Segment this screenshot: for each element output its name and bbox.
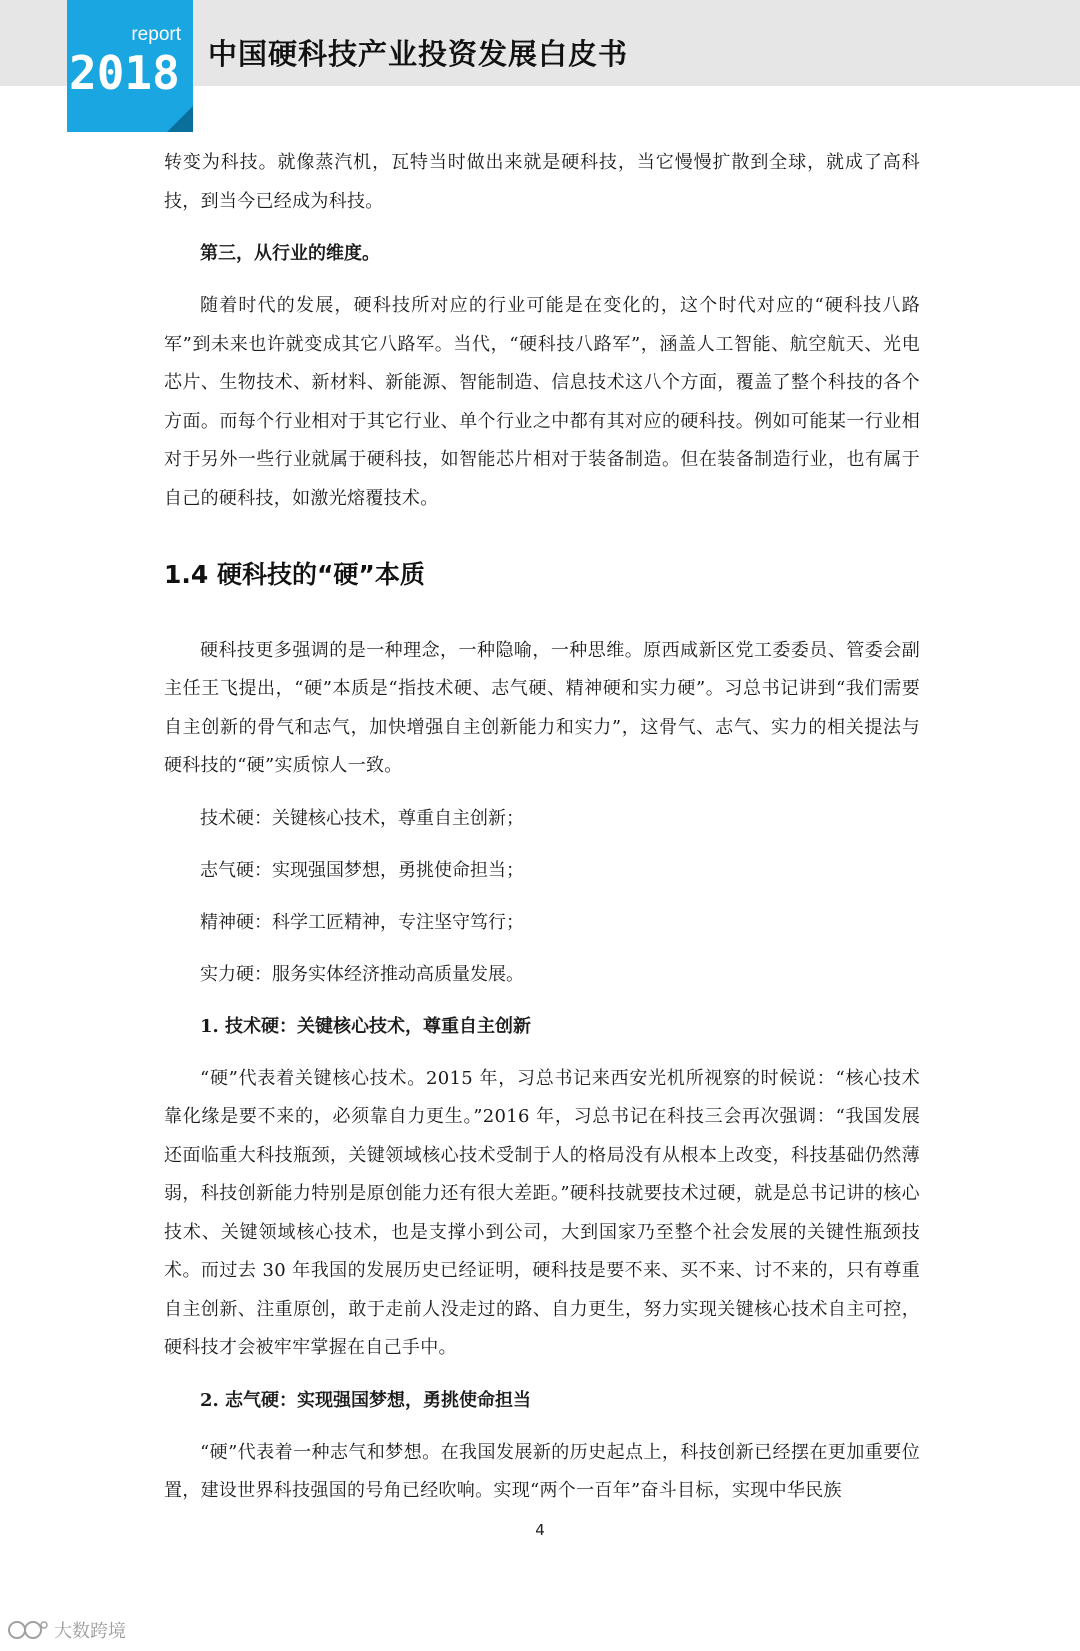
page-content xyxy=(164,144,920,1511)
paragraph-ambition-hard: “硬”代表着一种志气和梦想。在我国发展新的历史起点上，科技创新已经摆在更加重要位置，建设世界科技强国的号角已经吹响。实现“两个一百年”奋斗目标，实现中华民族 xyxy=(164,1441,920,1501)
list-item: 精神硬：科学工匠精神，专注坚守笃行； xyxy=(200,911,524,933)
paragraph-hard-essence: 硬科技更多强调的是一种理念，一种隐喻，一种思维。原西咸新区党工委委员、管委会副主任王飞提出，“硬”本质是“指技术硬、志气硬、精神硬和实力硬”。习总书记讲到“我们需要自主创新的骨气和志气，加快增强自主创新能力和实力”，这骨气、志气、实力的相关提法与硬科技的“硬”实质惊人一致。 xyxy=(164,639,920,776)
list-item: 实力硬：服务实体经济推动高质量发展。 xyxy=(200,963,524,985)
paragraph-technology-hard: “硬”代表着关键核心技术。2015 年，习总书记来西安光机所视察的时候说：“核心技术靠化缘是要不来的，必须靠自力更生。”2016 年，习总书记在科技三会再次强调：“我国发展还面临重大科技瓶颈，关键领域核心技术受制于人的格局没有从根本上改变，科技基础仍然薄弱，科技创新能力特别是原创能力还有很大差距。”硬科技就要技术过硬，就是总书记讲的核心技术、关键领域核心技术，也是支撑小到公司，大到国家乃至整个社会发展的关键性瓶颈技术。而过去 30 年我国的发展历史已经证明，硬科技是要不来、买不来、讨不来的，只有尊重自主创新、注重原创，敢于走前人没走过的路、自力更生，努力实现关键核心技术自主可控，硬科技才会被牢牢掌握在自己手中。 xyxy=(164,1067,920,1358)
watermark-logo-icon xyxy=(6,1619,50,1641)
watermark-text: 大数跨境 xyxy=(54,1621,126,1642)
subheading-industry-dimension: 第三，从行业的维度。 xyxy=(200,243,380,264)
section-heading: 1.4 硬科技的“硬”本质 xyxy=(164,559,425,589)
watermark xyxy=(6,1617,126,1643)
list-item: 志气硬：实现强国梦想，勇挑使命担当； xyxy=(200,859,524,881)
list-item: 技术硬：关键核心技术，尊重自主创新； xyxy=(200,807,524,829)
page-number: 4 xyxy=(535,1521,545,1539)
logo-word: report xyxy=(131,24,181,45)
paragraph-industry: 随着时代的发展，硬科技所对应的行业可能是在变化的，这个时代对应的“硬科技八路军”到未来也许就变成其它八路军。当代，“硬科技八路军”，涵盖人工智能、航空航天、光电芯片、生物技术、新材料、新能源、智能制造、信息技术这八个方面，覆盖了整个科技的各个方面。而每个行业相对于其它行业、单个行业之中都有其对应的硬科技。例如可能某一行业相对于另外一些行业就属于硬科技，如智能芯片相对于装备制造。但在装备制造行业，也有属于自己的硬科技，如激光熔覆技术。 xyxy=(164,295,920,509)
document-title: 中国硬科技产业投资发展白皮书 xyxy=(208,37,629,71)
report-logo xyxy=(67,0,193,132)
paragraph-continuation: 转变为科技。就像蒸汽机，瓦特当时做出来就是硬科技，当它慢慢扩散到全球，就成了高科技，到当今已经成为科技。 xyxy=(164,152,920,212)
logo-year: 2018 xyxy=(69,46,180,100)
subheading-ambition-hard: 2. 志气硬：实现强国梦想，勇挑使命担当 xyxy=(200,1389,532,1411)
subheading-technology-hard: 1. 技术硬：关键核心技术，尊重自主创新 xyxy=(200,1015,532,1037)
